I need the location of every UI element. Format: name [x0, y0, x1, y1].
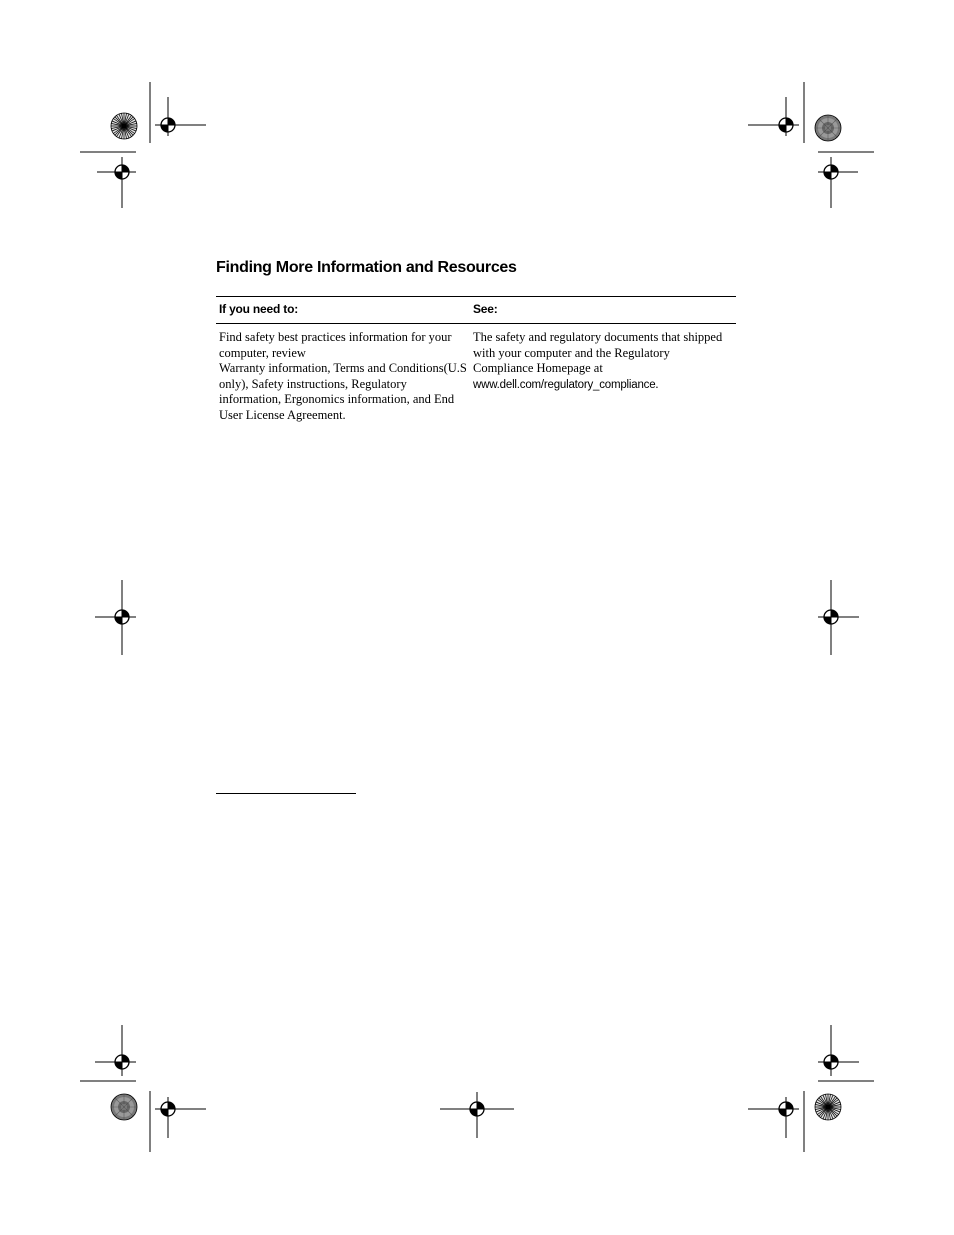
see-text: The safety and regulatory documents that shipped with your computer and the Regulatory Compliance Homepage at [473, 330, 723, 376]
need-text-2: Warranty information, Terms and Conditions(U.S only), Safety instructions, Regulatory information, Ergonomics information, and End User License Agreement. [219, 361, 467, 422]
column-header-need: If you need to: [216, 297, 470, 324]
need-text-1: Find safety best practices information for your computer, review [219, 330, 452, 360]
table-row [216, 324, 736, 424]
resources-table [216, 296, 736, 424]
regulatory-compliance-link[interactable]: www.dell.com/regulatory_compliance [473, 378, 656, 391]
table-header-row [216, 297, 736, 324]
footnote-divider [216, 793, 356, 794]
column-header-see: See: [470, 297, 736, 324]
need-cell [216, 324, 470, 424]
see-suffix: . [655, 376, 659, 391]
section-title: Finding More Information and Resources [216, 259, 517, 276]
see-cell [470, 324, 736, 424]
